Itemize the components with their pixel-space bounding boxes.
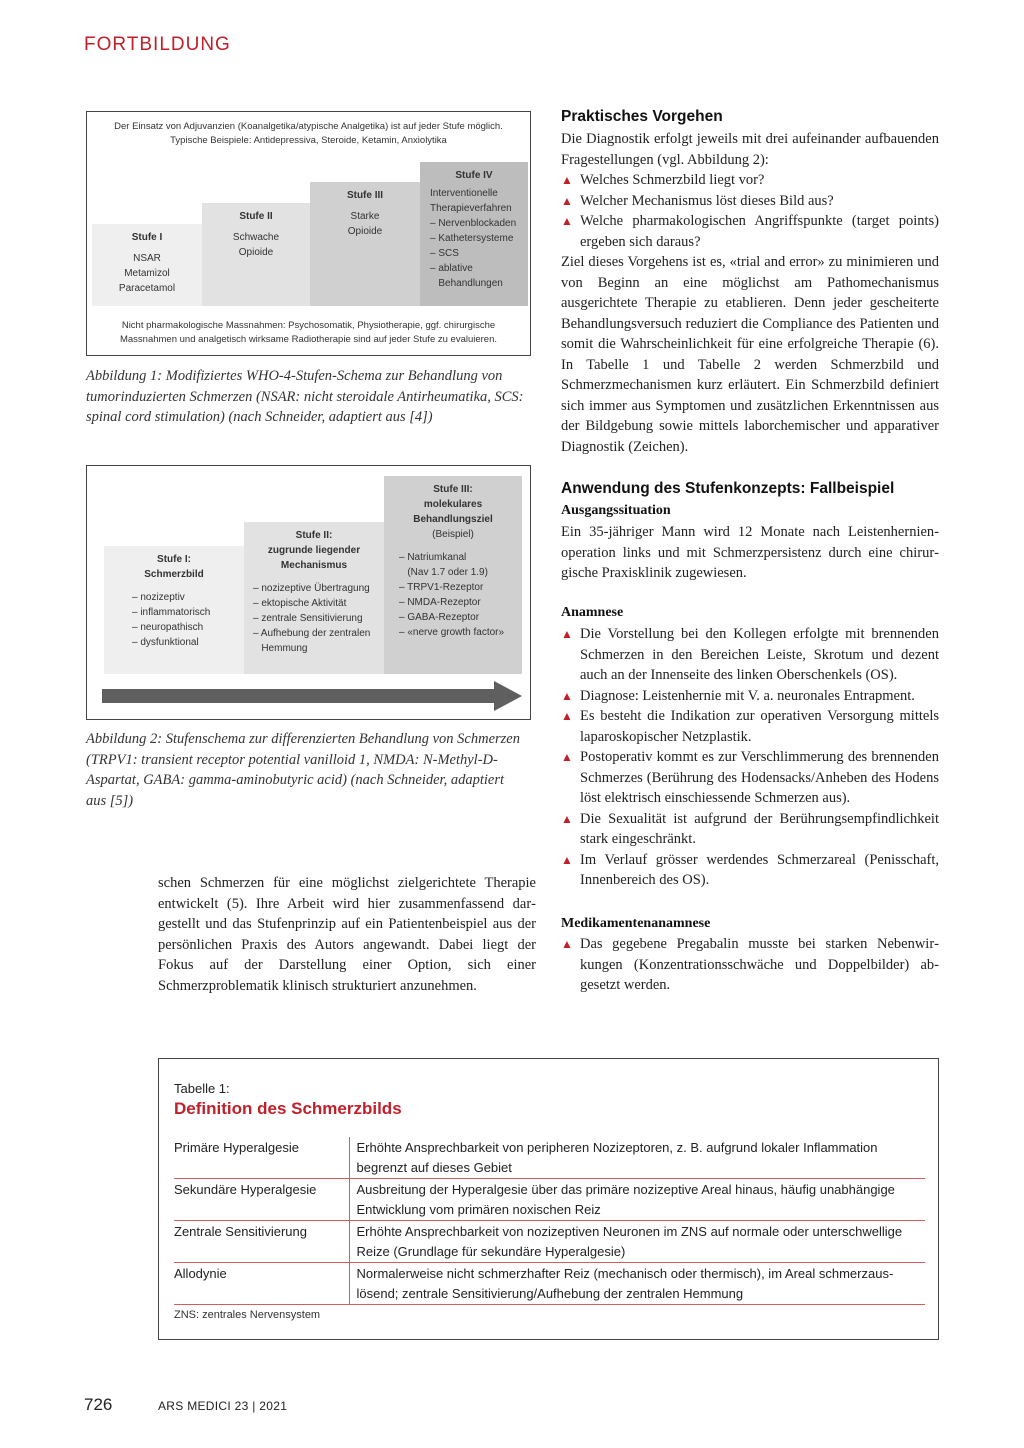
table-term: Primäre Hyperalgesie xyxy=(174,1137,349,1179)
triangle-bullet-icon: ▲ xyxy=(561,709,573,723)
list-item: ▲ Welches Schmerzbild liegt vor? xyxy=(561,170,939,191)
triangle-bullet-icon: ▲ xyxy=(561,688,573,703)
table-1-kicker: Tabelle 1: xyxy=(174,1081,230,1096)
table-row xyxy=(174,1137,925,1179)
table-definition: Erhöhte Ansprechbarkeit von nozizeptiven Neuronen im ZNS auf normale oder unterschwellige Reize (Grundlage für sekundäre Hyperalgesie) xyxy=(349,1221,925,1263)
list-item: ▲ Postoperativ kommt es zur Verschlimmerung des brennenden Schmerzes (Berührung des Hodensacks/Anheben des Hodens löst elektrisch einschiessende Schmerzen aus). xyxy=(561,749,939,806)
list-item: ▲ Das gegebene Pregabalin musste bei starken Nebenwirkungen (Konzentrationsschwäche und Doppelbilder) abgesetzt werden. xyxy=(561,936,939,993)
list-item: ▲ Diagnose: Leistenhernie mit V. a. neuronales Entrapment. xyxy=(561,686,939,707)
left-body-paragraph: schen Schmerzen für eine möglichst zielgerichtete Therapie entwickelt (5). Ihre Arbeit wird hier zusammenfassend dargestellt und das Stufenprinzip auf ein Patientenbeispiel aus der persönlichen Praxis des Autors angewandt. Dabei liegt der Fokus auf der Darstellung einer Option, sich einer Schmerzproblematik klinisch strukturiert anzunehmen. xyxy=(158,875,536,994)
medikamente-list xyxy=(561,934,939,996)
who-step-2: Stufe II Schwache Opioide xyxy=(202,203,310,306)
table-1-title: Definition des Schmerzbilds xyxy=(174,1099,402,1118)
table-row xyxy=(174,1179,925,1221)
table-row xyxy=(174,1263,925,1305)
progression-arrow-shaft xyxy=(102,689,500,703)
journal-name: ARS MEDICI 23 | 2021 xyxy=(158,1399,288,1413)
list-item: ▲ Welche pharmakologischen Angriffspunkte (target points) ergeben sich daraus? xyxy=(561,213,939,250)
triangle-bullet-icon: ▲ xyxy=(561,750,573,764)
figure-2-caption: Abbildung 2: Stufenschema zur differenzierten Behandlung von Schmerzen (TRPV1: transient receptor potential vanilloid 1, NMDA: N-Methyl-D-Aspartat, GABA: gamma-aminobutyric acid) (nach Schneider, adaptiert aus [5]) xyxy=(86,731,520,809)
heading-anamnese: Anamnese xyxy=(561,605,624,620)
stage-step-1: Stufe I: Schmerzbild – nozizeptiv – inflammatorisch – neuropathisch – dysfunktional xyxy=(104,546,244,674)
anamnese-list xyxy=(561,624,939,891)
stage-step-2: Stufe II: zugrunde liegender Mechanismus – nozizeptive Übertragung – ektopische Aktivität – zentrale Sensitivierung – Aufhebung der zentralen Hemmung xyxy=(244,522,384,674)
page-number: 726 xyxy=(84,1395,113,1414)
heading-medikamentenanamnese: Medikamentenanamnese xyxy=(561,916,711,931)
who-step-1: Stufe I NSAR Metamizol Paracetamol xyxy=(92,224,202,306)
heading-ausgangssituation: Ausgangssituation xyxy=(561,503,671,518)
triangle-bullet-icon: ▲ xyxy=(561,937,573,951)
list-item: ▲ Es besteht die Indikation zur operativen Versorgung mittels laparoskopischer Netzplastik. xyxy=(561,708,939,745)
who-step-3: Stufe III Starke Opioide xyxy=(310,182,420,306)
praktisches-body: Ziel dieses Vorgehens ist es, «trial and error» zu minimieren und von Beginn an eine möglichst am Pathomechanismus ausgerichtete Therapie zu etablieren. Denn jeder gescheiterte Behandlungsversuch reduziert die Compliance des Patienten und somit die Wahrscheinlichkeit für eine erfolgreiche Therapie (6). In Tabelle 1 und Tabelle 2 werden Schmerzbild und Schmerzmechanismen kurz erläutert. Ein Schmerzbild definiert sich immer aus Symptomen und zusätzlichen Erkenntnissen aus der Bildgebung sowie mittels laborchemischer und apparativer Diagnostik (Zeichen). xyxy=(561,254,939,455)
section-title: FORTBILDUNG xyxy=(84,34,231,55)
table-1-box xyxy=(158,1058,939,1340)
triangle-bullet-icon: ▲ xyxy=(561,214,573,228)
list-item: ▲ Welcher Mechanismus löst dieses Bild aus? xyxy=(561,191,939,212)
table-term: Zentrale Sensitivierung xyxy=(174,1221,349,1263)
list-item: ▲ Im Verlauf grösser werdendes Schmerzareal (Penisschaft, Innenbereich des OS). xyxy=(561,851,939,888)
figure-1-note-top: Der Einsatz von Adjuvanzien (Koanalgetika/atypische Analgetika) ist auf jeder Stufe möglich. Typische Beispiele: Antidepressiva, Steroide, Ketamin, Anxiolytika xyxy=(114,121,503,146)
list-item: ▲ Die Sexualität ist aufgrund der Berührungsempfindlichkeit stark eingeschränkt. xyxy=(561,810,939,847)
figure-1-note-bottom: Nicht pharmakologische Massnahmen: Psychosomatik, Physiotherapie, ggf. chirurgische Massnahmen und analgetisch wirksame Radiotherapie sind auf jeder Stufe zu evaluieren. xyxy=(119,320,498,345)
heading-praktisches-vorgehen: Praktisches Vorgehen xyxy=(561,108,723,125)
table-definition: Ausbreitung der Hyperalgesie über das primäre nozizeptive Areal hinaus, häufig unabhängige Entwicklung vom primären noxischen Reiz xyxy=(349,1179,925,1221)
table-term: Allodynie xyxy=(174,1263,349,1305)
table-definition: Erhöhte Ansprechbarkeit von peripheren Nozizeptoren, z. B. aufgrund lokaler Inflammation begrenzt auf dieses Gebiet xyxy=(349,1137,925,1179)
triangle-bullet-icon: ▲ xyxy=(561,173,573,187)
table-definition: Normalerweise nicht schmerzhafter Reiz (mechanisch oder thermisch), im Areal schmerzauslösend; zentrale Sensitivierung/Aufhebung der zentralen Hemmung xyxy=(349,1263,925,1305)
triangle-bullet-icon: ▲ xyxy=(561,811,573,826)
question-list xyxy=(561,170,939,252)
table-term: Sekundäre Hyperalgesie xyxy=(174,1179,349,1221)
definition-table xyxy=(174,1137,925,1305)
triangle-bullet-icon: ▲ xyxy=(561,852,573,867)
praktisches-intro: Die Diagnostik erfolgt jeweils mit drei aufeinander aufbauenden Fragestellungen (vgl. Abbildung 2): xyxy=(561,131,939,168)
triangle-bullet-icon: ▲ xyxy=(561,193,573,208)
figure-1-caption: Abbildung 1: Modifiziertes WHO-4-Stufen-Schema zur Behandlung von tumorinduzierten Schmerzen (NSAR: nicht steroidale Antirheumatika, SCS: spinal cord stimulation) (nach Schneider, adaptiert aus [4]) xyxy=(86,368,524,425)
list-item: ▲ Die Vorstellung bei den Kollegen erfolgte mit brennenden Schmerzen in den Bereichen Leiste, Skrotum und dezent auch an der Innenseite des linken Oberschenkels (OS). xyxy=(561,626,939,683)
ausgang-body: Ein 35-jähriger Mann wird 12 Monate nach Leistenhernienoperation links und mit Schmerzpersistenz durch eine chirurgische Praxisklinik zugewiesen. xyxy=(561,524,939,581)
table-row xyxy=(174,1221,925,1263)
figure-1-who-scheme xyxy=(86,111,531,356)
who-step-4: Stufe IV Interventionelle Therapieverfahren – Nervenblockaden – Kathetersysteme – SCS – ablative Behandlungen xyxy=(420,162,528,306)
progression-arrow-head-icon xyxy=(494,681,522,711)
table-1-footnote: ZNS: zentrales Nervensystem xyxy=(174,1309,321,1321)
heading-fallbeispiel: Anwendung des Stufenkonzepts: Fallbeispiel xyxy=(561,480,895,497)
stage-step-3: Stufe III: molekulares Behandlungsziel (Beispiel) – Natriumkanal (Nav 1.7 oder 1.9) – TRPV1-Rezeptor – NMDA-Rezeptor – GABA-Rezeptor – «nerve growth factor» xyxy=(384,476,522,674)
figure-2-step-scheme xyxy=(86,465,531,720)
triangle-bullet-icon: ▲ xyxy=(561,627,573,641)
